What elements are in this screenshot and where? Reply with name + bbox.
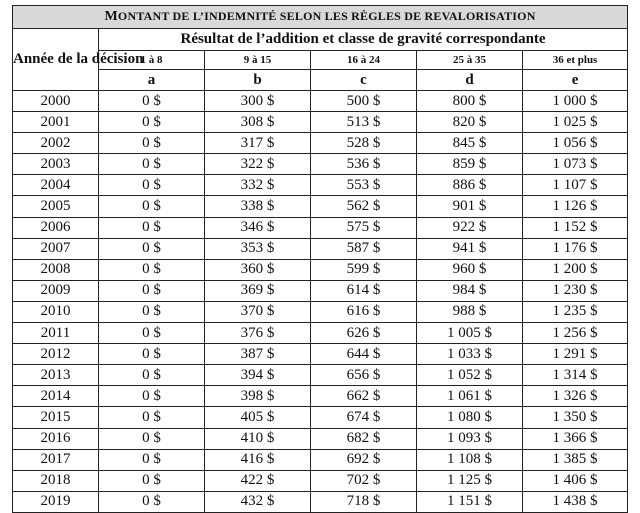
class-header-d: d — [417, 70, 523, 91]
year-cell: 2018 — [13, 470, 99, 491]
amount-cell-e: 1 256 $ — [523, 323, 628, 344]
table-row — [13, 386, 628, 407]
amount-cell-a: 0 $ — [99, 449, 205, 470]
amount-cell-b: 416 $ — [205, 449, 311, 470]
table-row — [13, 280, 628, 301]
year-cell: 2017 — [13, 449, 99, 470]
amount-cell-c: 587 $ — [311, 238, 417, 259]
year-cell: 2013 — [13, 365, 99, 386]
amount-cell-d: 845 $ — [417, 133, 523, 154]
amount-cell-c: 718 $ — [311, 491, 417, 512]
table-row — [13, 154, 628, 175]
amount-cell-e: 1 366 $ — [523, 428, 628, 449]
amount-cell-c: 575 $ — [311, 217, 417, 238]
table-row — [13, 470, 628, 491]
year-cell: 2007 — [13, 238, 99, 259]
amount-cell-b: 369 $ — [205, 280, 311, 301]
amount-cell-e: 1 056 $ — [523, 133, 628, 154]
table-row — [13, 407, 628, 428]
amount-cell-b: 370 $ — [205, 301, 311, 322]
amount-cell-c: 692 $ — [311, 449, 417, 470]
table-row — [13, 91, 628, 112]
amount-cell-b: 322 $ — [205, 154, 311, 175]
amount-cell-d: 886 $ — [417, 175, 523, 196]
amount-cell-e: 1 438 $ — [523, 491, 628, 512]
amount-cell-a: 0 $ — [99, 407, 205, 428]
year-cell: 2015 — [13, 407, 99, 428]
amount-cell-a: 0 $ — [99, 196, 205, 217]
amount-cell-b: 353 $ — [205, 238, 311, 259]
year-cell: 2004 — [13, 175, 99, 196]
amount-cell-a: 0 $ — [99, 259, 205, 280]
amount-cell-d: 901 $ — [417, 196, 523, 217]
amount-cell-d: 988 $ — [417, 301, 523, 322]
amount-cell-a: 0 $ — [99, 365, 205, 386]
year-cell: 2010 — [13, 301, 99, 322]
range-header-c: 16 à 24 — [311, 51, 417, 70]
amount-cell-a: 0 $ — [99, 428, 205, 449]
amount-cell-b: 360 $ — [205, 259, 311, 280]
amount-cell-c: 562 $ — [311, 196, 417, 217]
amount-cell-a: 0 $ — [99, 175, 205, 196]
amount-cell-d: 859 $ — [417, 154, 523, 175]
year-cell: 2002 — [13, 133, 99, 154]
amount-cell-a: 0 $ — [99, 280, 205, 301]
year-cell: 2006 — [13, 217, 99, 238]
year-cell: 2019 — [13, 491, 99, 512]
amount-cell-c: 656 $ — [311, 365, 417, 386]
class-header-c: c — [311, 70, 417, 91]
amount-cell-b: 376 $ — [205, 323, 311, 344]
amount-cell-a: 0 $ — [99, 217, 205, 238]
amount-cell-c: 626 $ — [311, 323, 417, 344]
amount-cell-b: 332 $ — [205, 175, 311, 196]
amount-cell-e: 1 385 $ — [523, 449, 628, 470]
amount-cell-d: 1 108 $ — [417, 449, 523, 470]
table-row — [13, 491, 628, 512]
table-title-rest: ONTANT DE L’INDEMNITÉ SELON LES RÈGLES DE REVALORISATION — [117, 9, 536, 23]
amount-cell-a: 0 $ — [99, 133, 205, 154]
amount-cell-c: 614 $ — [311, 280, 417, 301]
amount-cell-e: 1 200 $ — [523, 259, 628, 280]
amount-cell-b: 387 $ — [205, 344, 311, 365]
table-row — [13, 238, 628, 259]
amount-cell-a: 0 $ — [99, 491, 205, 512]
amount-cell-a: 0 $ — [99, 238, 205, 259]
amount-cell-b: 405 $ — [205, 407, 311, 428]
table-row — [13, 449, 628, 470]
amount-cell-b: 317 $ — [205, 133, 311, 154]
amount-cell-a: 0 $ — [99, 112, 205, 133]
amount-cell-d: 960 $ — [417, 259, 523, 280]
table-title-initial: M — [104, 9, 118, 24]
year-cell: 2016 — [13, 428, 99, 449]
amount-cell-e: 1 291 $ — [523, 344, 628, 365]
amount-cell-b: 394 $ — [205, 365, 311, 386]
amount-cell-a: 0 $ — [99, 91, 205, 112]
amount-cell-b: 346 $ — [205, 217, 311, 238]
year-cell: 2012 — [13, 344, 99, 365]
amount-cell-c: 500 $ — [311, 91, 417, 112]
amount-cell-d: 1 080 $ — [417, 407, 523, 428]
table-row — [13, 196, 628, 217]
amount-cell-e: 1 073 $ — [523, 154, 628, 175]
amount-cell-d: 1 033 $ — [417, 344, 523, 365]
class-header-a: a — [99, 70, 205, 91]
amount-cell-c: 662 $ — [311, 386, 417, 407]
amount-cell-e: 1 000 $ — [523, 91, 628, 112]
amount-cell-e: 1 314 $ — [523, 365, 628, 386]
amount-cell-a: 0 $ — [99, 154, 205, 175]
amount-cell-e: 1 406 $ — [523, 470, 628, 491]
amount-cell-c: 528 $ — [311, 133, 417, 154]
table-row — [13, 365, 628, 386]
table-row — [13, 259, 628, 280]
amount-cell-a: 0 $ — [99, 301, 205, 322]
amount-cell-a: 0 $ — [99, 323, 205, 344]
year-column-header: Année de la décision — [13, 29, 99, 91]
range-header-b: 9 à 15 — [205, 51, 311, 70]
year-cell: 2003 — [13, 154, 99, 175]
amount-cell-e: 1 350 $ — [523, 407, 628, 428]
amount-cell-d: 1 005 $ — [417, 323, 523, 344]
amount-cell-d: 1 061 $ — [417, 386, 523, 407]
table-row — [13, 175, 628, 196]
amount-cell-e: 1 176 $ — [523, 238, 628, 259]
amount-cell-e: 1 152 $ — [523, 217, 628, 238]
table-row — [13, 323, 628, 344]
amount-cell-d: 922 $ — [417, 217, 523, 238]
table-row — [13, 428, 628, 449]
amount-cell-d: 984 $ — [417, 280, 523, 301]
table-row — [13, 344, 628, 365]
range-header-d: 25 à 35 — [417, 51, 523, 70]
amount-cell-e: 1 230 $ — [523, 280, 628, 301]
amount-cell-d: 820 $ — [417, 112, 523, 133]
amount-cell-d: 1 052 $ — [417, 365, 523, 386]
amount-cell-b: 338 $ — [205, 196, 311, 217]
year-cell: 2005 — [13, 196, 99, 217]
amount-cell-e: 1 235 $ — [523, 301, 628, 322]
amount-cell-d: 1 125 $ — [417, 470, 523, 491]
amount-cell-b: 300 $ — [205, 91, 311, 112]
table-row — [13, 301, 628, 322]
range-header-a: 1 à 8 — [99, 51, 205, 70]
amount-cell-a: 0 $ — [99, 386, 205, 407]
amount-cell-c: 536 $ — [311, 154, 417, 175]
amount-cell-c: 513 $ — [311, 112, 417, 133]
amount-cell-c: 644 $ — [311, 344, 417, 365]
amount-cell-a: 0 $ — [99, 470, 205, 491]
class-header-row — [13, 70, 628, 91]
year-cell: 2014 — [13, 386, 99, 407]
amount-cell-c: 599 $ — [311, 259, 417, 280]
amount-cell-e: 1 025 $ — [523, 112, 628, 133]
amount-cell-b: 308 $ — [205, 112, 311, 133]
year-cell: 2008 — [13, 259, 99, 280]
amount-cell-b: 422 $ — [205, 470, 311, 491]
year-cell: 2009 — [13, 280, 99, 301]
year-cell: 2000 — [13, 91, 99, 112]
class-header-b: b — [205, 70, 311, 91]
amount-cell-e: 1 326 $ — [523, 386, 628, 407]
amount-cell-b: 432 $ — [205, 491, 311, 512]
amount-cell-b: 410 $ — [205, 428, 311, 449]
amount-cell-e: 1 126 $ — [523, 196, 628, 217]
amount-cell-c: 702 $ — [311, 470, 417, 491]
amount-cell-c: 682 $ — [311, 428, 417, 449]
amount-cell-d: 1 151 $ — [417, 491, 523, 512]
indemnity-table — [12, 5, 628, 513]
table-title — [13, 6, 628, 29]
table-row — [13, 217, 628, 238]
amount-cell-e: 1 107 $ — [523, 175, 628, 196]
year-cell: 2001 — [13, 112, 99, 133]
table-body — [13, 91, 628, 513]
amount-cell-d: 800 $ — [417, 91, 523, 112]
result-header: Résultat de l’addition et classe de gravité correspondante — [99, 29, 628, 51]
table-row — [13, 112, 628, 133]
amount-cell-a: 0 $ — [99, 344, 205, 365]
year-cell: 2011 — [13, 323, 99, 344]
range-header-e: 36 et plus — [523, 51, 628, 70]
amount-cell-d: 941 $ — [417, 238, 523, 259]
table-row — [13, 133, 628, 154]
amount-cell-b: 398 $ — [205, 386, 311, 407]
amount-cell-c: 674 $ — [311, 407, 417, 428]
amount-cell-c: 553 $ — [311, 175, 417, 196]
amount-cell-c: 616 $ — [311, 301, 417, 322]
class-header-e: e — [523, 70, 628, 91]
amount-cell-d: 1 093 $ — [417, 428, 523, 449]
